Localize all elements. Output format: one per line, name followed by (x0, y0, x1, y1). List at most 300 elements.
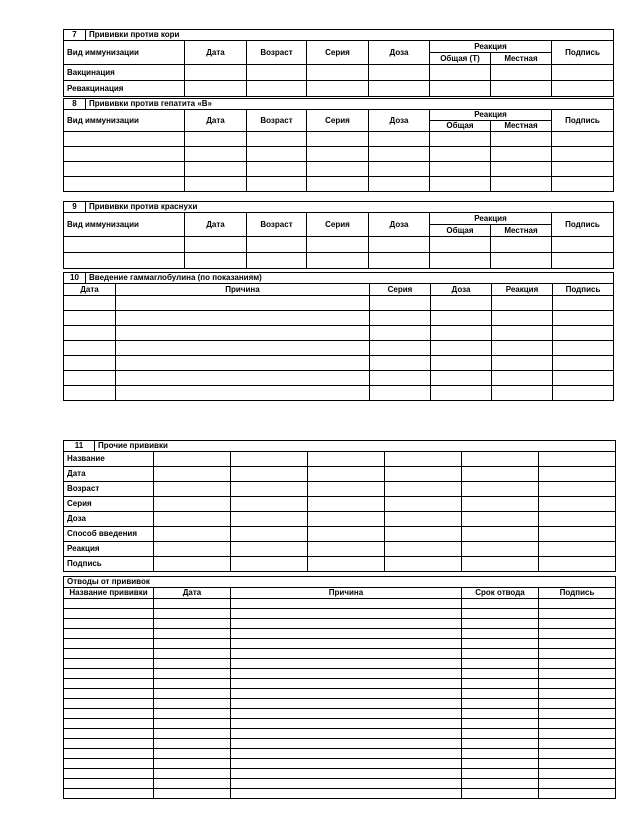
cell[interactable] (492, 371, 553, 386)
cell[interactable] (64, 669, 154, 679)
cell[interactable] (370, 371, 431, 386)
cell[interactable] (154, 639, 231, 649)
section-8-title: Прививки против гепатита «В» (86, 99, 614, 110)
cell[interactable] (64, 719, 154, 729)
cell[interactable] (154, 512, 231, 527)
cell[interactable] (539, 619, 616, 629)
cell[interactable] (64, 296, 116, 311)
cell[interactable] (231, 497, 308, 512)
cell[interactable] (491, 177, 552, 192)
cell[interactable] (154, 729, 231, 739)
cell[interactable] (231, 669, 462, 679)
header-reason: Причина (231, 588, 462, 599)
row-label-dose: Доза (64, 512, 154, 527)
cell[interactable] (154, 497, 231, 512)
cell[interactable] (553, 341, 614, 356)
cell[interactable] (308, 497, 385, 512)
cell[interactable] (247, 237, 307, 253)
cell[interactable] (308, 452, 385, 467)
cell[interactable] (539, 649, 616, 659)
section-8-number: 8 (64, 99, 86, 110)
cell[interactable] (154, 527, 231, 542)
cell[interactable] (308, 527, 385, 542)
cell[interactable] (462, 729, 539, 739)
cell[interactable] (539, 482, 616, 497)
header-reaction: Реакция (430, 41, 552, 53)
cell[interactable] (539, 527, 616, 542)
cell[interactable] (491, 81, 552, 97)
cell[interactable] (154, 452, 231, 467)
cell[interactable] (462, 482, 539, 497)
cell[interactable] (552, 162, 614, 177)
cell[interactable] (64, 237, 185, 253)
cell[interactable] (430, 237, 491, 253)
cell[interactable] (492, 311, 553, 326)
cell[interactable] (247, 177, 307, 192)
row-label-name: Название (64, 452, 154, 467)
cell[interactable] (430, 162, 491, 177)
cell[interactable] (462, 749, 539, 759)
cell[interactable] (539, 452, 616, 467)
cell[interactable] (539, 542, 616, 557)
cell[interactable] (64, 147, 185, 162)
cell[interactable] (231, 467, 308, 482)
cell[interactable] (185, 237, 247, 253)
cell[interactable] (539, 609, 616, 619)
section-7-title: Прививки против кори (86, 30, 614, 41)
cell[interactable] (462, 709, 539, 719)
cell[interactable] (369, 81, 430, 97)
header-reaction-general: Общая (430, 121, 491, 132)
cell[interactable] (307, 147, 369, 162)
cell[interactable] (185, 147, 247, 162)
cell[interactable] (64, 769, 154, 779)
cell[interactable] (385, 542, 462, 557)
cell[interactable] (116, 356, 370, 371)
cell[interactable] (539, 689, 616, 699)
cell[interactable] (231, 452, 308, 467)
cell[interactable] (539, 779, 616, 789)
header-reaction: Реакция (430, 213, 552, 225)
cell[interactable] (154, 769, 231, 779)
cell[interactable] (231, 639, 462, 649)
cell[interactable] (385, 557, 462, 572)
cell[interactable] (430, 65, 491, 81)
cell[interactable] (154, 759, 231, 769)
header-dose: Доза (369, 41, 430, 65)
cell[interactable] (370, 341, 431, 356)
cell[interactable] (539, 769, 616, 779)
cell[interactable] (462, 599, 539, 609)
cell[interactable] (185, 132, 247, 147)
cell[interactable] (64, 779, 154, 789)
cell[interactable] (539, 659, 616, 669)
cell[interactable] (552, 65, 614, 81)
cell[interactable] (64, 132, 185, 147)
cell[interactable] (539, 599, 616, 609)
cell[interactable] (154, 482, 231, 497)
cell[interactable] (154, 749, 231, 759)
cell[interactable] (231, 729, 462, 739)
row-label-vaccination: Вакцинация (64, 65, 185, 81)
cell[interactable] (231, 482, 308, 497)
header-immunization-type: Вид иммунизации (64, 213, 185, 237)
cell[interactable] (307, 162, 369, 177)
cell[interactable] (462, 699, 539, 709)
cell[interactable] (231, 527, 308, 542)
cell[interactable] (385, 512, 462, 527)
cell[interactable] (185, 65, 247, 81)
cell[interactable] (370, 296, 431, 311)
cell[interactable] (154, 679, 231, 689)
cell[interactable] (64, 749, 154, 759)
header-signature: Подпись (552, 41, 614, 65)
cell[interactable] (385, 527, 462, 542)
cell[interactable] (308, 557, 385, 572)
cell[interactable] (552, 237, 614, 253)
cell[interactable] (231, 699, 462, 709)
cell[interactable] (539, 699, 616, 709)
cell[interactable] (231, 789, 462, 799)
cell[interactable] (231, 719, 462, 729)
cell[interactable] (369, 253, 430, 269)
cell[interactable] (154, 739, 231, 749)
header-immunization-type: Вид иммунизации (64, 110, 185, 132)
cell[interactable] (491, 237, 552, 253)
cell[interactable] (553, 326, 614, 341)
header-date: Дата (185, 41, 247, 65)
header-signature: Подпись (553, 284, 614, 296)
cell[interactable] (553, 296, 614, 311)
row-label-date: Дата (64, 467, 154, 482)
cell[interactable] (64, 177, 185, 192)
cell[interactable] (462, 542, 539, 557)
cell[interactable] (370, 386, 431, 401)
cell[interactable] (307, 132, 369, 147)
cell[interactable] (462, 669, 539, 679)
cell[interactable] (492, 326, 553, 341)
cell[interactable] (462, 689, 539, 699)
cell[interactable] (231, 542, 308, 557)
cell[interactable] (64, 789, 154, 799)
section-9-number: 9 (64, 202, 86, 213)
cell[interactable] (462, 739, 539, 749)
cell[interactable] (491, 132, 552, 147)
cell[interactable] (307, 65, 369, 81)
section-9-rubella-table (63, 201, 614, 269)
cell[interactable] (154, 779, 231, 789)
header-reaction-local: Местная (491, 53, 552, 65)
cell[interactable] (64, 253, 185, 269)
cell[interactable] (64, 759, 154, 769)
cell[interactable] (307, 237, 369, 253)
cell[interactable] (431, 356, 492, 371)
header-series: Серия (307, 41, 369, 65)
cell[interactable] (369, 177, 430, 192)
cell[interactable] (247, 81, 307, 97)
header-date: Дата (64, 284, 116, 296)
cell[interactable] (231, 512, 308, 527)
cell[interactable] (231, 759, 462, 769)
cell[interactable] (553, 386, 614, 401)
header-series: Серия (307, 213, 369, 237)
cell[interactable] (154, 699, 231, 709)
cell[interactable] (307, 81, 369, 97)
cell[interactable] (231, 659, 462, 669)
cell[interactable] (154, 659, 231, 669)
cell[interactable] (64, 679, 154, 689)
cell[interactable] (539, 679, 616, 689)
cell[interactable] (64, 629, 154, 639)
cell[interactable] (492, 296, 553, 311)
cell[interactable] (385, 452, 462, 467)
cell[interactable] (491, 253, 552, 269)
cell[interactable] (185, 253, 247, 269)
cell[interactable] (231, 629, 462, 639)
cell[interactable] (462, 679, 539, 689)
cell[interactable] (154, 709, 231, 719)
header-signature: Подпись (539, 588, 616, 599)
cell[interactable] (552, 81, 614, 97)
cell[interactable] (308, 542, 385, 557)
cell[interactable] (116, 326, 370, 341)
cell[interactable] (64, 599, 154, 609)
cell[interactable] (539, 739, 616, 749)
cell[interactable] (462, 779, 539, 789)
section-7-measles-table (63, 29, 614, 97)
header-reaction-general: Общая (430, 225, 491, 237)
cell[interactable] (247, 162, 307, 177)
section-9-title: Прививки против краснухи (86, 202, 614, 213)
cell[interactable] (462, 452, 539, 467)
cell[interactable] (116, 311, 370, 326)
cell[interactable] (154, 719, 231, 729)
cell[interactable] (369, 237, 430, 253)
cell[interactable] (539, 557, 616, 572)
cell[interactable] (539, 789, 616, 799)
cell[interactable] (185, 162, 247, 177)
cell[interactable] (385, 497, 462, 512)
cell[interactable] (64, 639, 154, 649)
cell[interactable] (430, 177, 491, 192)
cell[interactable] (231, 619, 462, 629)
row-label-series: Серия (64, 497, 154, 512)
cell[interactable] (552, 253, 614, 269)
cell[interactable] (231, 689, 462, 699)
header-date: Дата (185, 213, 247, 237)
cell[interactable] (491, 65, 552, 81)
cell[interactable] (64, 311, 116, 326)
cell[interactable] (370, 356, 431, 371)
cell[interactable] (154, 557, 231, 572)
cell[interactable] (430, 253, 491, 269)
cell[interactable] (247, 132, 307, 147)
cell[interactable] (185, 81, 247, 97)
section-7-number: 7 (64, 30, 86, 41)
cell[interactable] (491, 162, 552, 177)
cell[interactable] (462, 609, 539, 619)
cell[interactable] (369, 132, 430, 147)
cell[interactable] (539, 759, 616, 769)
cell[interactable] (64, 739, 154, 749)
cell[interactable] (462, 527, 539, 542)
cell[interactable] (64, 619, 154, 629)
cell[interactable] (369, 162, 430, 177)
row-label-reaction: Реакция (64, 542, 154, 557)
cell[interactable] (552, 177, 614, 192)
cell[interactable] (247, 65, 307, 81)
cell[interactable] (370, 326, 431, 341)
cell[interactable] (553, 371, 614, 386)
header-signature: Подпись (552, 213, 614, 237)
cell[interactable] (462, 719, 539, 729)
cell[interactable] (539, 512, 616, 527)
cell[interactable] (64, 386, 116, 401)
header-reaction: Реакция (492, 284, 553, 296)
cell[interactable] (154, 669, 231, 679)
header-reaction-local: Местная (491, 121, 552, 132)
cell[interactable] (539, 629, 616, 639)
cell[interactable] (231, 749, 462, 759)
cell[interactable] (539, 719, 616, 729)
cell[interactable] (492, 356, 553, 371)
cell[interactable] (430, 132, 491, 147)
cell[interactable] (552, 147, 614, 162)
cell[interactable] (154, 599, 231, 609)
cell[interactable] (154, 689, 231, 699)
cell[interactable] (539, 669, 616, 679)
cell[interactable] (307, 177, 369, 192)
cell[interactable] (231, 557, 308, 572)
cell[interactable] (431, 311, 492, 326)
cell[interactable] (552, 132, 614, 147)
row-label-revaccination: Ревакцинация (64, 81, 185, 97)
cell[interactable] (64, 689, 154, 699)
cell[interactable] (154, 629, 231, 639)
header-dose: Доза (431, 284, 492, 296)
cell[interactable] (539, 639, 616, 649)
cell[interactable] (370, 311, 431, 326)
cell[interactable] (462, 649, 539, 659)
cell[interactable] (231, 769, 462, 779)
cell[interactable] (116, 386, 370, 401)
cell[interactable] (154, 619, 231, 629)
cell[interactable] (231, 709, 462, 719)
cell[interactable] (553, 356, 614, 371)
cell[interactable] (64, 162, 185, 177)
cell[interactable] (64, 709, 154, 719)
cell[interactable] (431, 386, 492, 401)
cell[interactable] (154, 609, 231, 619)
cell[interactable] (462, 467, 539, 482)
cell[interactable] (539, 709, 616, 719)
cell[interactable] (64, 659, 154, 669)
section-11-other-vaccinations-table (63, 440, 616, 572)
cell[interactable] (64, 371, 116, 386)
cell[interactable] (462, 659, 539, 669)
cell[interactable] (462, 512, 539, 527)
cell[interactable] (462, 789, 539, 799)
cell[interactable] (307, 253, 369, 269)
cell[interactable] (154, 467, 231, 482)
header-age: Возраст (247, 41, 307, 65)
cell[interactable] (64, 699, 154, 709)
cell[interactable] (462, 629, 539, 639)
cell[interactable] (462, 759, 539, 769)
cell[interactable] (462, 769, 539, 779)
cell[interactable] (231, 679, 462, 689)
cell[interactable] (462, 557, 539, 572)
cell[interactable] (430, 147, 491, 162)
cell[interactable] (539, 467, 616, 482)
cell[interactable] (385, 467, 462, 482)
cell[interactable] (539, 749, 616, 759)
cell[interactable] (64, 649, 154, 659)
cell[interactable] (64, 356, 116, 371)
cell[interactable] (462, 639, 539, 649)
cell[interactable] (431, 296, 492, 311)
header-immunization-type: Вид иммунизации (64, 41, 185, 65)
cell[interactable] (154, 542, 231, 557)
cell[interactable] (247, 147, 307, 162)
cell[interactable] (431, 371, 492, 386)
cell[interactable] (185, 177, 247, 192)
cell[interactable] (116, 371, 370, 386)
header-date: Дата (185, 110, 247, 132)
cell[interactable] (231, 739, 462, 749)
cell[interactable] (539, 497, 616, 512)
cell[interactable] (64, 609, 154, 619)
cell[interactable] (247, 253, 307, 269)
cell[interactable] (154, 789, 231, 799)
cell[interactable] (462, 497, 539, 512)
row-label-route: Способ введения (64, 527, 154, 542)
row-label-signature: Подпись (64, 557, 154, 572)
cell[interactable] (231, 609, 462, 619)
cell[interactable] (116, 296, 370, 311)
cell[interactable] (492, 386, 553, 401)
cell[interactable] (308, 467, 385, 482)
cell[interactable] (231, 649, 462, 659)
cell[interactable] (64, 326, 116, 341)
section-11-number: 11 (64, 441, 95, 452)
cell[interactable] (553, 311, 614, 326)
cell[interactable] (462, 619, 539, 629)
header-reaction-local: Местная (491, 225, 552, 237)
cell[interactable] (492, 341, 553, 356)
cell[interactable] (431, 341, 492, 356)
cell[interactable] (369, 147, 430, 162)
header-dose: Доза (369, 213, 430, 237)
section-10-title: Введение гаммаглобулина (по показаниям) (86, 273, 614, 284)
cell[interactable] (369, 65, 430, 81)
cell[interactable] (64, 729, 154, 739)
cell[interactable] (116, 341, 370, 356)
cell[interactable] (491, 147, 552, 162)
cell[interactable] (431, 326, 492, 341)
cell[interactable] (308, 512, 385, 527)
cell[interactable] (539, 729, 616, 739)
cell[interactable] (385, 482, 462, 497)
cell[interactable] (308, 482, 385, 497)
header-reaction: Реакция (430, 110, 552, 121)
cell[interactable] (231, 599, 462, 609)
cell[interactable] (430, 81, 491, 97)
cell[interactable] (231, 779, 462, 789)
header-reaction-general: Общая (Т) (430, 53, 491, 65)
cell[interactable] (64, 341, 116, 356)
cell[interactable] (154, 649, 231, 659)
